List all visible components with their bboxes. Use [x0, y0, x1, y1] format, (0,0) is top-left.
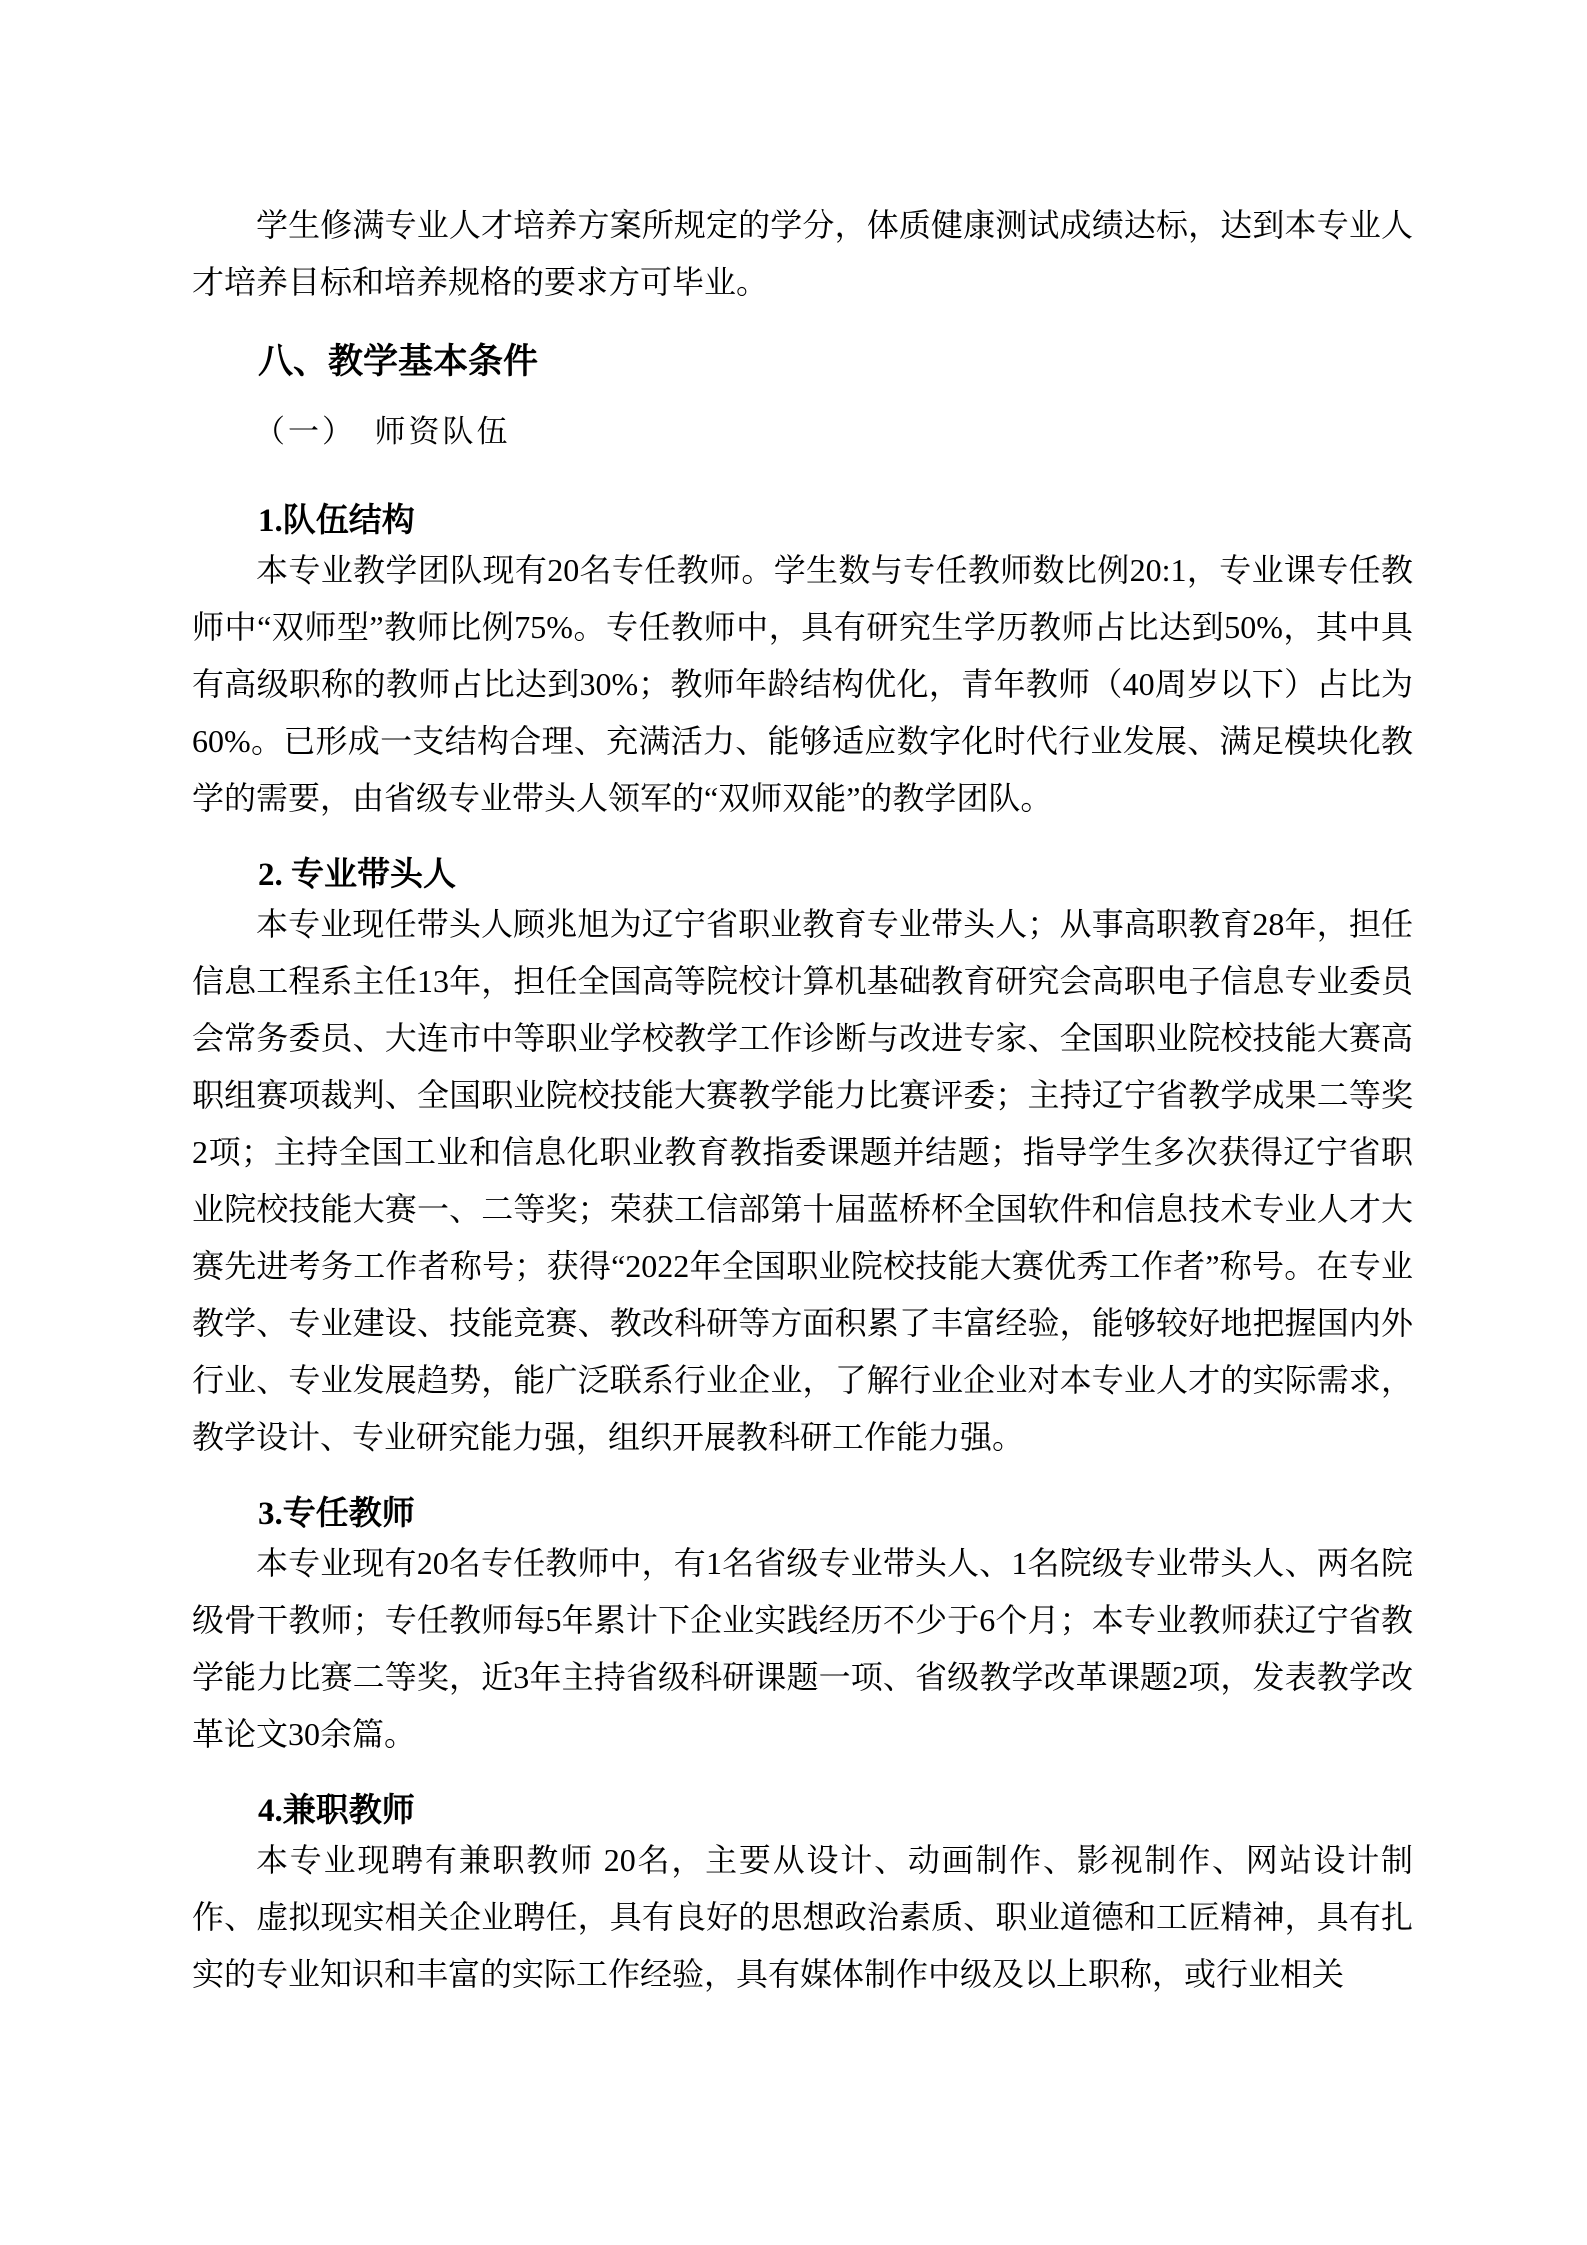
intro-paragraph: 学生修满专业人才培养方案所规定的学分，体质健康测试成绩达标，达到本专业人才培养目标和培养规格的要求方可毕业。	[192, 207, 1413, 300]
block-body-program-leader: 本专业现任带头人顾兆旭为辽宁省职业教育专业带头人；从事高职教育28年，担任信息工程系主任13年，担任全国高等院校计算机基础教育研究会高职电子信息专业委员会常务委员、大连市中等职业学校教学工作诊断与改进专家、全国职业院校技能大赛高职组赛项裁判、全国职业院校技能大赛教学能力比赛评委；主持辽宁省教学成果二等奖2项；主持全国工业和信息化职业教育教指委课题并结题；指导学生多次获得辽宁省职业院校技能大赛一、二等奖；荣获工信部第十届蓝桥杯全国软件和信息技术专业人才大赛先进考务工作者称号；获得“2022年全国职业院校技能大赛优秀工作者”称号。在专业教学、专业建设、技能竞赛、教改科研等方面积累了丰富经验，能够较好地把握国内外行业、专业发展趋势，能广泛联系行业企业，了解行业企业对本专业人才的实际需求，教学设计、专业研究能力强，组织开展教科研工作能力强。	[192, 906, 1413, 1455]
section-heading: 八、教学基本条件	[258, 342, 539, 381]
block-heading-parttime-teachers: 4.兼职教师	[258, 1793, 415, 1829]
block-body-parttime-teachers: 本专业现聘有兼职教师 20名，主要从设计、动画制作、影视制作、网站设计制作、虚拟现实相关企业聘任，具有良好的思想政治素质、职业道德和工匠精神，具有扎实的专业知识和丰富的实际工作经验，具有媒体制作中级及以上职称，或行业相关	[192, 1842, 1413, 1992]
block-program-leader	[192, 854, 1413, 1466]
block-heading-fulltime-teachers: 3.专任教师	[258, 1496, 415, 1532]
block-body-team-structure: 本专业教学团队现有20名专任教师。学生数与专任教师数比例20:1，专业课专任教师中“双师型”教师比例75%。专任教师中，具有研究生学历教师占比达到50%，其中具有高级职称的教师占比达到30%；教师年龄结构优化，青年教师（40周岁以下）占比为60%。已形成一支结构合理、充满活力、能够适应数字化时代行业发展、满足模块化教学的需要，由省级专业带头人领军的“双师双能”的教学团队。	[192, 552, 1413, 816]
block-body-fulltime-teachers: 本专业现有20名专任教师中，有1名省级专业带头人、1名院级专业带头人、两名院级骨干教师；专任教师每5年累计下企业实践经历不少于6个月；本专业教师获辽宁省教学能力比赛二等奖，近3年主持省级科研课题一项、省级教学改革课题2项，发表教学改革论文30余篇。	[192, 1545, 1413, 1752]
block-team-structure	[192, 500, 1413, 827]
block-fulltime-teachers	[192, 1493, 1413, 1763]
subsection-heading: （一） 师资队伍	[254, 414, 511, 449]
block-parttime-teachers	[192, 1790, 1413, 2003]
block-heading-program-leader: 2. 专业带头人	[258, 857, 456, 893]
block-heading-team-structure: 1.队伍结构	[258, 503, 415, 539]
